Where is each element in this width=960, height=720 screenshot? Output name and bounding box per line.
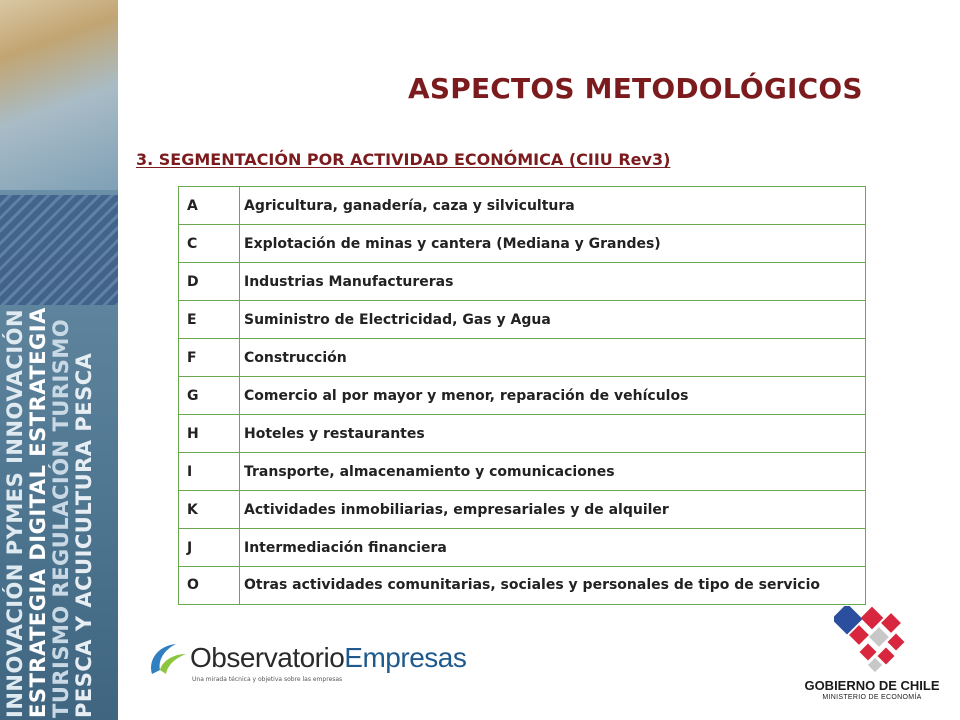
row-description: Transporte, almacenamiento y comunicaciones (240, 453, 866, 491)
row-code: I (179, 453, 240, 491)
swoosh-icon (146, 640, 190, 680)
section-subtitle (136, 150, 670, 169)
banner-word: PESCA Y ACUICULTURA PESCA (72, 352, 96, 718)
section-subtitle-text: 3. SEGMENTACIÓN POR ACTIVIDAD ECONÓMICA (CIIU Rev3) (136, 150, 671, 169)
table-row (179, 377, 866, 415)
row-code: G (179, 377, 240, 415)
row-description: Otras actividades comunitarias, sociales y personales de tipo de servicio (240, 567, 866, 605)
observatorio-empresas-logo (146, 636, 467, 686)
observatorio-wordmark (190, 642, 466, 674)
activity-table (178, 186, 866, 605)
table-row (179, 567, 866, 605)
ministerio-name: MINISTERIO DE ECONOMÍA (822, 694, 922, 701)
banner-word: ESTRATEGIA DIGITAL ESTRATEGIA (26, 307, 50, 718)
row-code: J (179, 529, 240, 567)
row-description: Agricultura, ganadería, caza y silvicultura (240, 187, 866, 225)
table-row (179, 225, 866, 263)
table-row (179, 187, 866, 225)
row-description: Actividades inmobiliarias, empresariales y de alquiler (240, 491, 866, 529)
row-description: Industrias Manufactureras (240, 263, 866, 301)
decorative-banner (0, 0, 118, 720)
row-description: Construcción (240, 339, 866, 377)
table-row (179, 415, 866, 453)
empresas-word: Empresas (344, 642, 467, 673)
page-title: ASPECTOS METODOLÓGICOS (408, 72, 863, 105)
row-code: H (179, 415, 240, 453)
table-row (179, 339, 866, 377)
banner-words (4, 18, 96, 718)
table-row (179, 491, 866, 529)
row-description: Suministro de Electricidad, Gas y Agua (240, 301, 866, 339)
row-code: F (179, 339, 240, 377)
row-description: Intermediación financiera (240, 529, 866, 567)
row-code: E (179, 301, 240, 339)
row-code: K (179, 491, 240, 529)
table-row (179, 263, 866, 301)
government-mark-icon (834, 606, 910, 674)
banner-word: INNOVACIÓN PYMES INNOVACIÓN (3, 308, 27, 718)
table-row (179, 453, 866, 491)
row-description: Comercio al por mayor y menor, reparación de vehículos (240, 377, 866, 415)
banner-word: TURISMO REGULACIÓN TURISMO (49, 318, 73, 718)
row-code: O (179, 567, 240, 605)
gobierno-name: GOBIERNO DE CHILE (804, 678, 940, 693)
row-code: C (179, 225, 240, 263)
row-description: Hoteles y restaurantes (240, 415, 866, 453)
table-row (179, 301, 866, 339)
row-code: D (179, 263, 240, 301)
table-row (179, 529, 866, 567)
observatorio-word: Observatorio (190, 642, 345, 673)
gobierno-de-chile-logo (804, 606, 940, 706)
observatorio-tagline: Una mirada técnica y objetiva sobre las empresas (192, 676, 343, 683)
row-description: Explotación de minas y cantera (Mediana y Grandes) (240, 225, 866, 263)
row-code: A (179, 187, 240, 225)
